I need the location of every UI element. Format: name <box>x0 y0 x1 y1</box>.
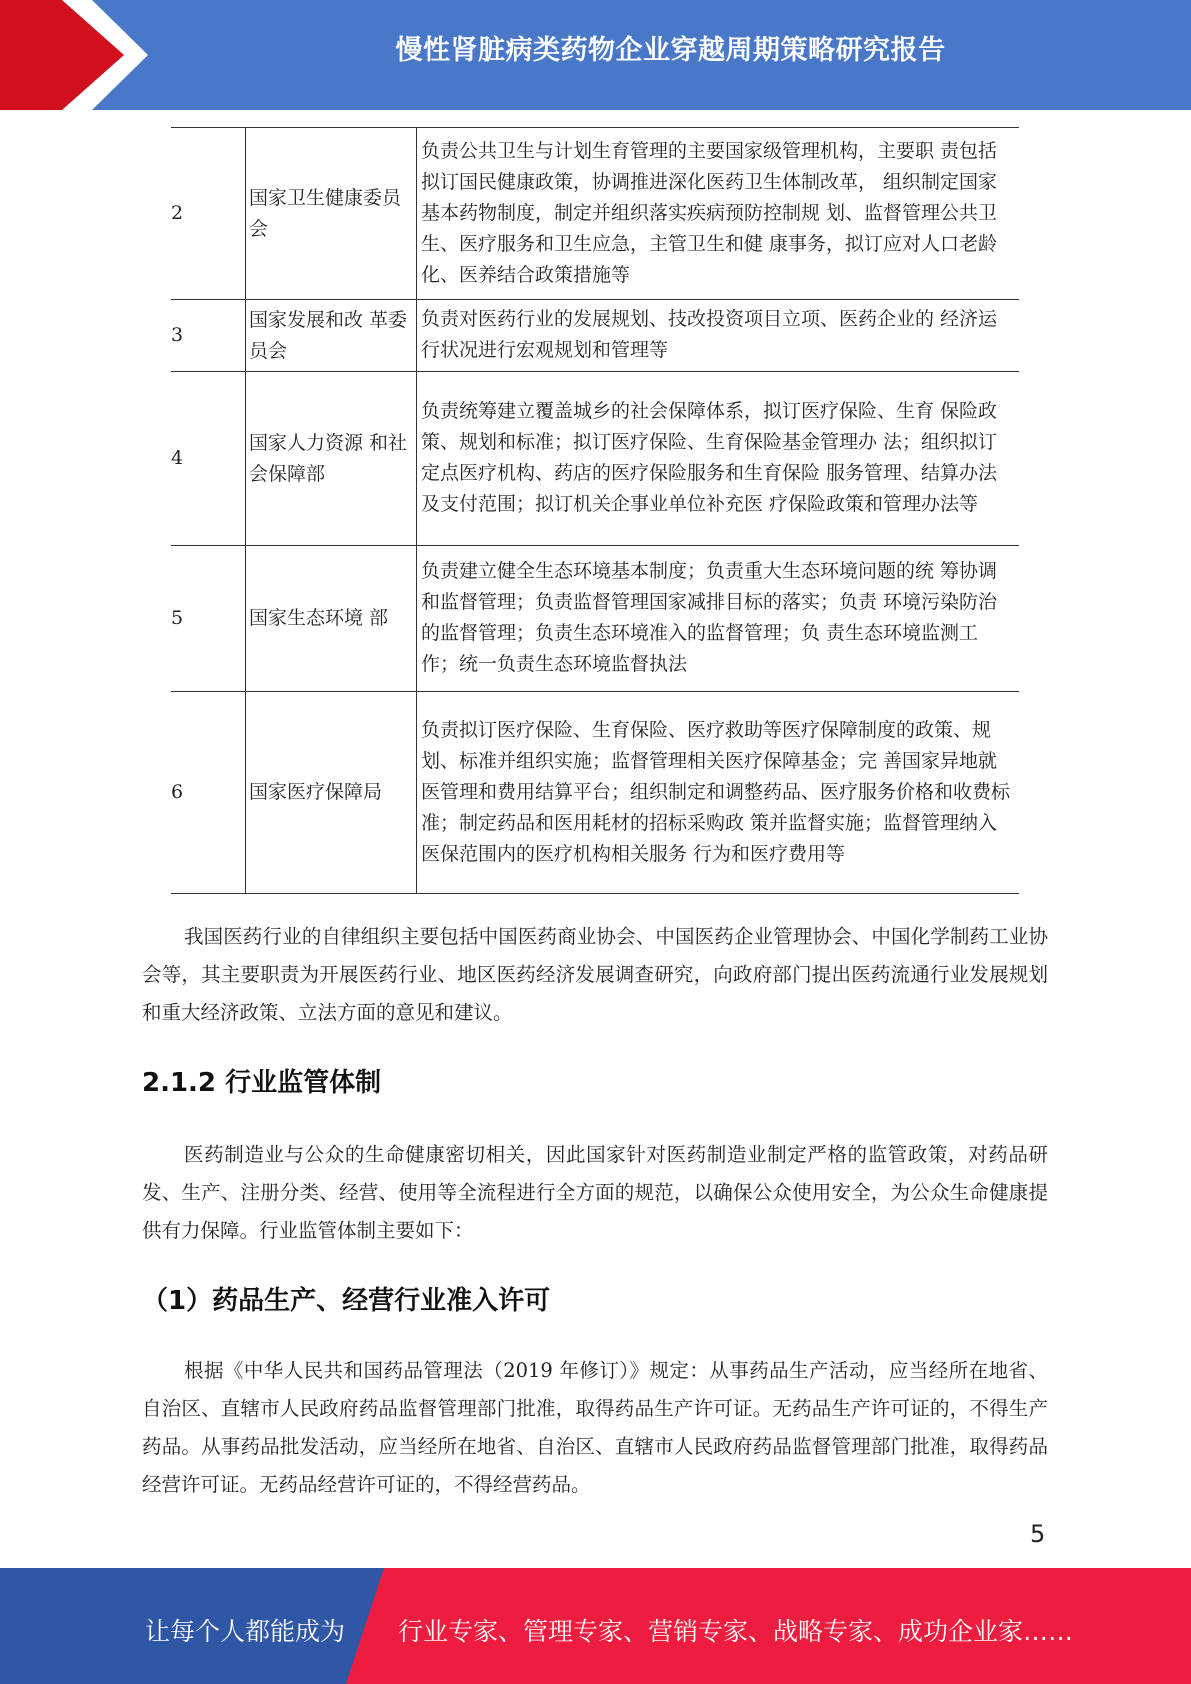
agency-duties: 负责建立健全生态环境基本制度；负责重大生态环境问题的统 筹协调和监督管理；负责监督管理国家减排目标的落实；负责 环境污染防治的监督管理；负责生态环境准入的监督管理；负 责生态环境监测工作；统一负责生态环境监督执法 <box>417 546 1020 692</box>
agency-duties: 负责公共卫生与计划生育管理的主要国家级管理机构，主要职 责包括拟订国民健康政策，协调推进深化医药卫生体制改革， 组织制定国家基本药物制度，制定并组织落实疾病预防控制规 划、监督管理公共卫生、医疗服务和卫生应急，主管卫生和健 康事务，拟订应对人口老龄化、医养结合政策措施等 <box>417 128 1020 300</box>
page-header <box>0 0 1191 110</box>
table-row <box>171 546 1019 692</box>
footer-slogan-right: 行业专家、管理专家、营销专家、战略专家、成功企业家…… <box>398 1617 1074 1646</box>
table-row <box>171 372 1019 546</box>
paragraph-self-regulation: 我国医药行业的自律组织主要包括中国医药商业协会、中国医药企业管理协会、中国化学制药工业协会等，其主要职责为开展医药行业、地区医药经济发展调查研究，向政府部门提出医药流通行业发展规划和重大经济政策、立法方面的意见和建议。 <box>142 925 1048 1024</box>
agency-duties: 负责统筹建立覆盖城乡的社会保障体系，拟订医疗保险、生育 保险政策、规划和标准；拟订医疗保险、生育保险基金管理办 法；组织拟订定点医疗机构、药店的医疗保险服务和生育保险 服务管理、结算办法及支付范围；拟订机关企事业单位补充医 疗保险政策和管理办法等 <box>417 372 1020 546</box>
agency-duties: 负责拟订医疗保险、生育保险、医疗救助等医疗保障制度的政策、规划、标准并组织实施；监督管理相关医疗保障基金；完 善国家异地就医管理和费用结算平台；组织制定和调整药品、医疗服务价格和收费标准；制定药品和医用耗材的招标采购政 策并监督实施；监督管理纳入医保范围内的医疗机构相关服务 行为和医疗费用等 <box>417 692 1020 894</box>
section-heading-regulation: 2.1.2 行业监管体制 <box>142 1068 382 1098</box>
row-number: 3 <box>171 300 246 372</box>
paragraph-regulation: 医药制造业与公众的生命健康密切相关，因此国家针对医药制造业制定严格的监管政策，对药品研发、生产、注册分类、经营、使用等全流程进行全方面的规范，以确保公众使用安全，为公众生命健康提供有力保障。行业监管体制主要如下： <box>142 1143 1048 1242</box>
agency-duties: 负责对医药行业的发展规划、技改投资项目立项、医药企业的 经济运行状况进行宏观规划和管理等 <box>417 300 1020 372</box>
row-number: 4 <box>171 372 246 546</box>
footer-slogan-left: 让每个人都能成为 <box>145 1617 346 1646</box>
agency-table <box>171 127 1019 894</box>
subsection-heading-permit: （1）药品生产、经营行业准入许可 <box>142 1286 551 1316</box>
row-number: 2 <box>171 128 246 300</box>
paragraph-drug-law: 根据《中华人民共和国药品管理法（2019 年修订）》规定：从事药品生产活动，应当经所在地省、自治区、直辖市人民政府药品监督管理部门批准，取得药品生产许可证。无药品生产许可证的，不得生产药品。从事药品批发活动，应当经所在地省、自治区、直辖市人民政府药品监督管理部门批准，取得药品经营许可证。无药品经营许可证的，不得经营药品。 <box>142 1359 1048 1496</box>
agency-name: 国家发展和改 革委员会 <box>246 300 417 372</box>
row-number: 5 <box>171 546 246 692</box>
page-number: 5 <box>1030 1520 1046 1548</box>
table-row <box>171 692 1019 894</box>
table-row <box>171 128 1019 300</box>
table-row <box>171 300 1019 372</box>
agency-name: 国家卫生健康委员会 <box>246 128 417 300</box>
agency-name: 国家人力资源 和社会保障部 <box>246 372 417 546</box>
report-title: 慢性肾脏病类药物企业穿越周期策略研究报告 <box>395 35 946 66</box>
page-footer <box>0 1568 1191 1684</box>
row-number: 6 <box>171 692 246 894</box>
agency-name: 国家生态环境 部 <box>246 546 417 692</box>
agency-name: 国家医疗保障局 <box>246 692 417 894</box>
